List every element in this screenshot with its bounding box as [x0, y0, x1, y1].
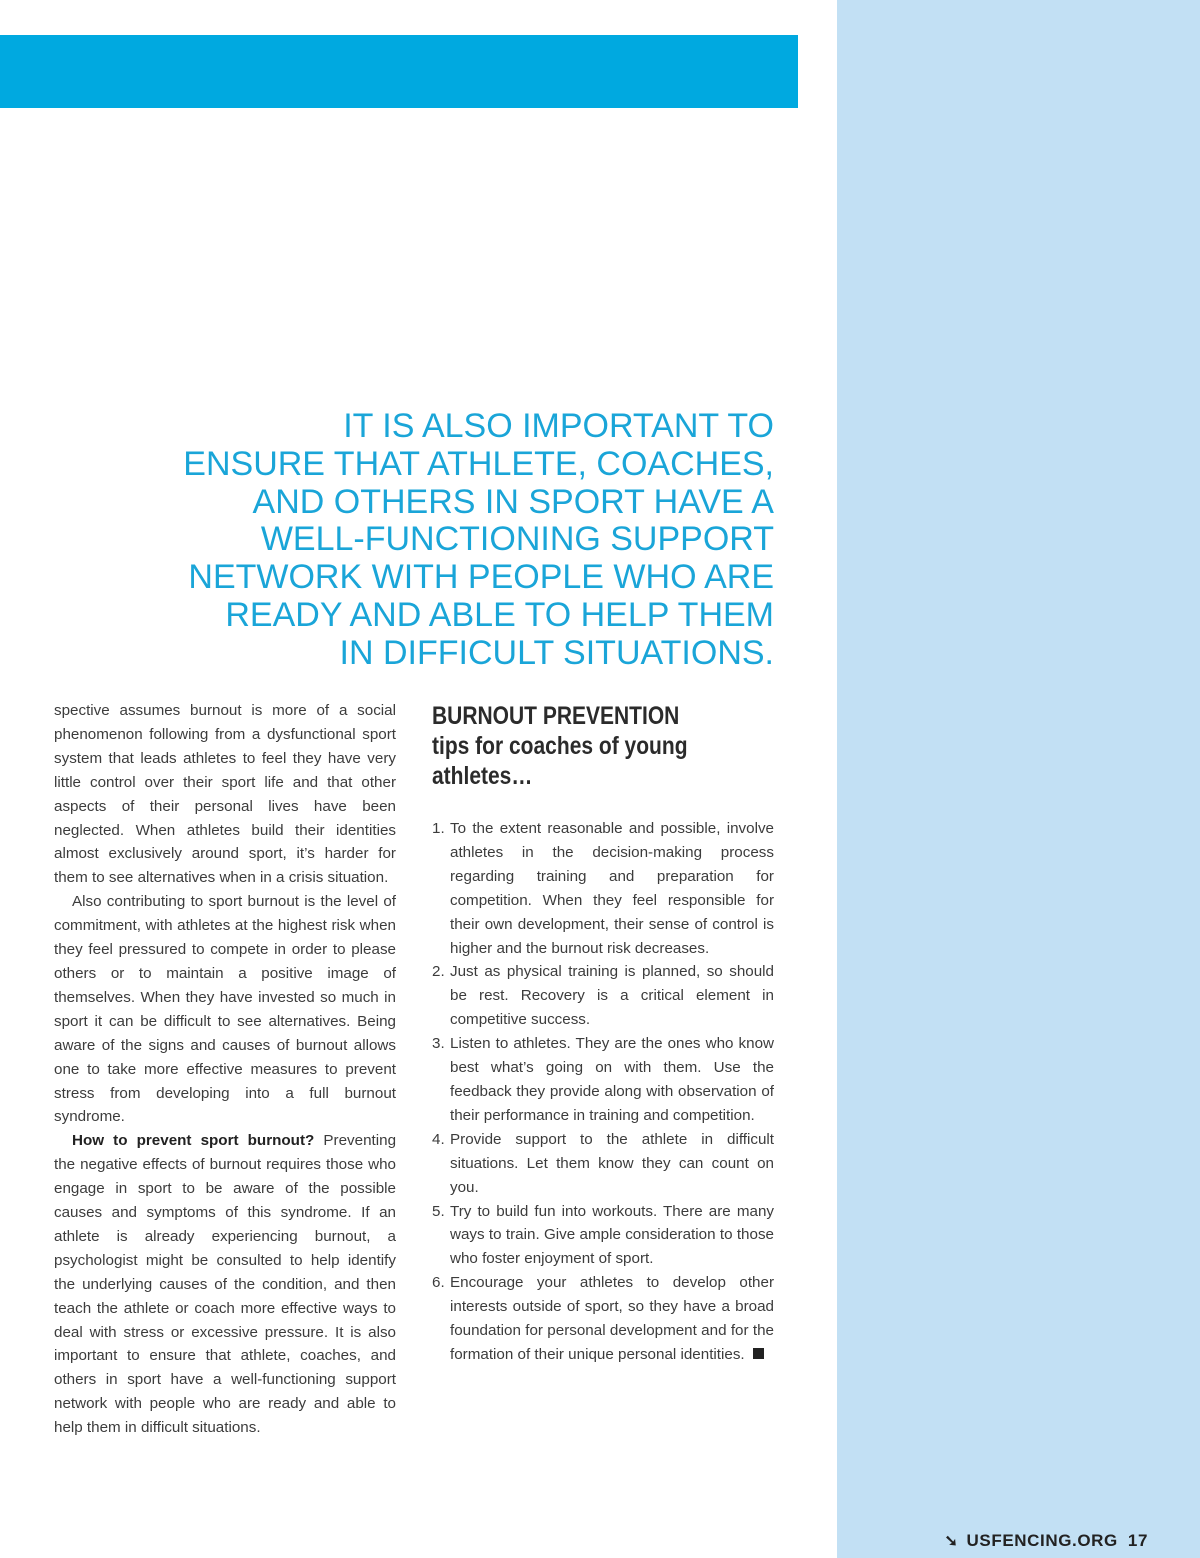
pull-quote-line: NETWORK WITH PEOPLE WHO ARE — [188, 558, 774, 597]
tips-list — [432, 817, 774, 1367]
left-column — [54, 699, 396, 1440]
inline-subhead: How to prevent sport burnout? — [72, 1132, 315, 1150]
tips-sidebar — [432, 701, 774, 1367]
body-paragraph — [54, 1129, 396, 1440]
tips-subtitle: tips for coaches of young — [432, 732, 688, 760]
pull-quote-line: IN DIFFICULT SITUATIONS. — [339, 633, 774, 672]
list-text: Try to build fun into workouts. There are many ways to train. Give ample consideration to those who foster enjoyment of sport. — [450, 1202, 774, 1268]
pull-quote-line: ENSURE THAT ATHLETE, COACHES, — [183, 444, 774, 483]
paragraph-body: Preventing the negative effects of burnout requires those who engage in sport to be aware of the possible causes and symptoms of this syndrome. If an athlete is already experiencing burnout, a psychologist might be consulted to help identify the underlying causes of the condition, and then teach the athlete or coach more effective ways to deal with stress or excessive pressure. It is also important to ensure that athlete, coaches, and others in sport have a well-functioning support network with people who are ready and able to help them in difficult situations. — [54, 1132, 397, 1437]
pull-quote-line: WELL-FUNCTIONING SUPPORT — [260, 520, 774, 559]
list-item — [432, 1200, 774, 1272]
body-paragraph: Also contributing to sport burnout is the level of commitment, with athletes at the highest risk when they feel pressured to compete in order to please others or to maintain a positive image of themselves. When they have invested so much in sport it can be difficult to see alternatives. Being aware of the signs and causes of burnout allows one to take more effective measures to prevent stress from developing into a full burnout syndrome. — [54, 893, 396, 1126]
tips-subtitle: athletes… — [432, 762, 533, 790]
page-number: 17 — [1127, 1531, 1148, 1550]
list-item — [432, 1032, 774, 1128]
list-number: 6. — [432, 1274, 445, 1292]
side-color-panel — [837, 0, 1200, 1558]
list-text: Just as physical training is planned, so should be rest. Recovery is a critical element in competitive success. — [450, 963, 774, 1029]
pull-quote — [154, 408, 774, 673]
list-item — [432, 1128, 774, 1200]
pull-quote-line: IT IS ALSO IMPORTANT TO — [343, 407, 774, 445]
list-number: 1. — [432, 820, 445, 837]
list-item — [432, 817, 774, 960]
list-text: Listen to athletes. They are the ones who know best what’s going on with them. Use the feedback they provide along with observation of their performance in training and competition. — [450, 1035, 774, 1124]
pull-quote-line: AND OTHERS IN SPORT HAVE A — [252, 482, 774, 521]
body-paragraph: spective assumes burnout is more of a social phenomenon following from a dysfunctional sport system that leads athletes to feel they have very little control over their sport life and that other aspects of their personal lives have been neglected. When athletes build their identities almost exclusively around sport, it’s harder for them to see alternatives when in a crisis situation. — [54, 702, 396, 887]
list-number: 2. — [432, 963, 445, 981]
list-text: Encourage your athletes to develop other interests outside of sport, so they have a broad foundation for personal development and for the formation of their unique personal identities. — [450, 1274, 774, 1363]
end-of-article-mark — [753, 1348, 764, 1359]
list-number: 5. — [432, 1202, 445, 1220]
pull-quote-line: READY AND ABLE TO HELP THEM — [225, 595, 774, 634]
list-text: To the extent reasonable and possible, involve athletes in the decision-making process regarding training and preparation for competition. When they feel responsible for their own development, their sense of control is higher and the burnout risk decreases. — [450, 820, 774, 957]
tips-title: BURNOUT PREVENTION — [432, 702, 680, 730]
list-number: 3. — [432, 1035, 445, 1053]
header-color-bar — [0, 35, 798, 108]
footer-site-link[interactable]: USFENCING.ORG — [966, 1531, 1118, 1550]
tips-heading — [432, 701, 776, 791]
list-number: 4. — [432, 1130, 445, 1148]
arrow-icon: ➘ — [944, 1533, 959, 1550]
list-text: Provide support to the athlete in difficult situations. Let them know they can count on you. — [450, 1130, 774, 1196]
list-item — [432, 1271, 774, 1367]
page-footer — [945, 1531, 1149, 1551]
list-item — [432, 960, 774, 1032]
